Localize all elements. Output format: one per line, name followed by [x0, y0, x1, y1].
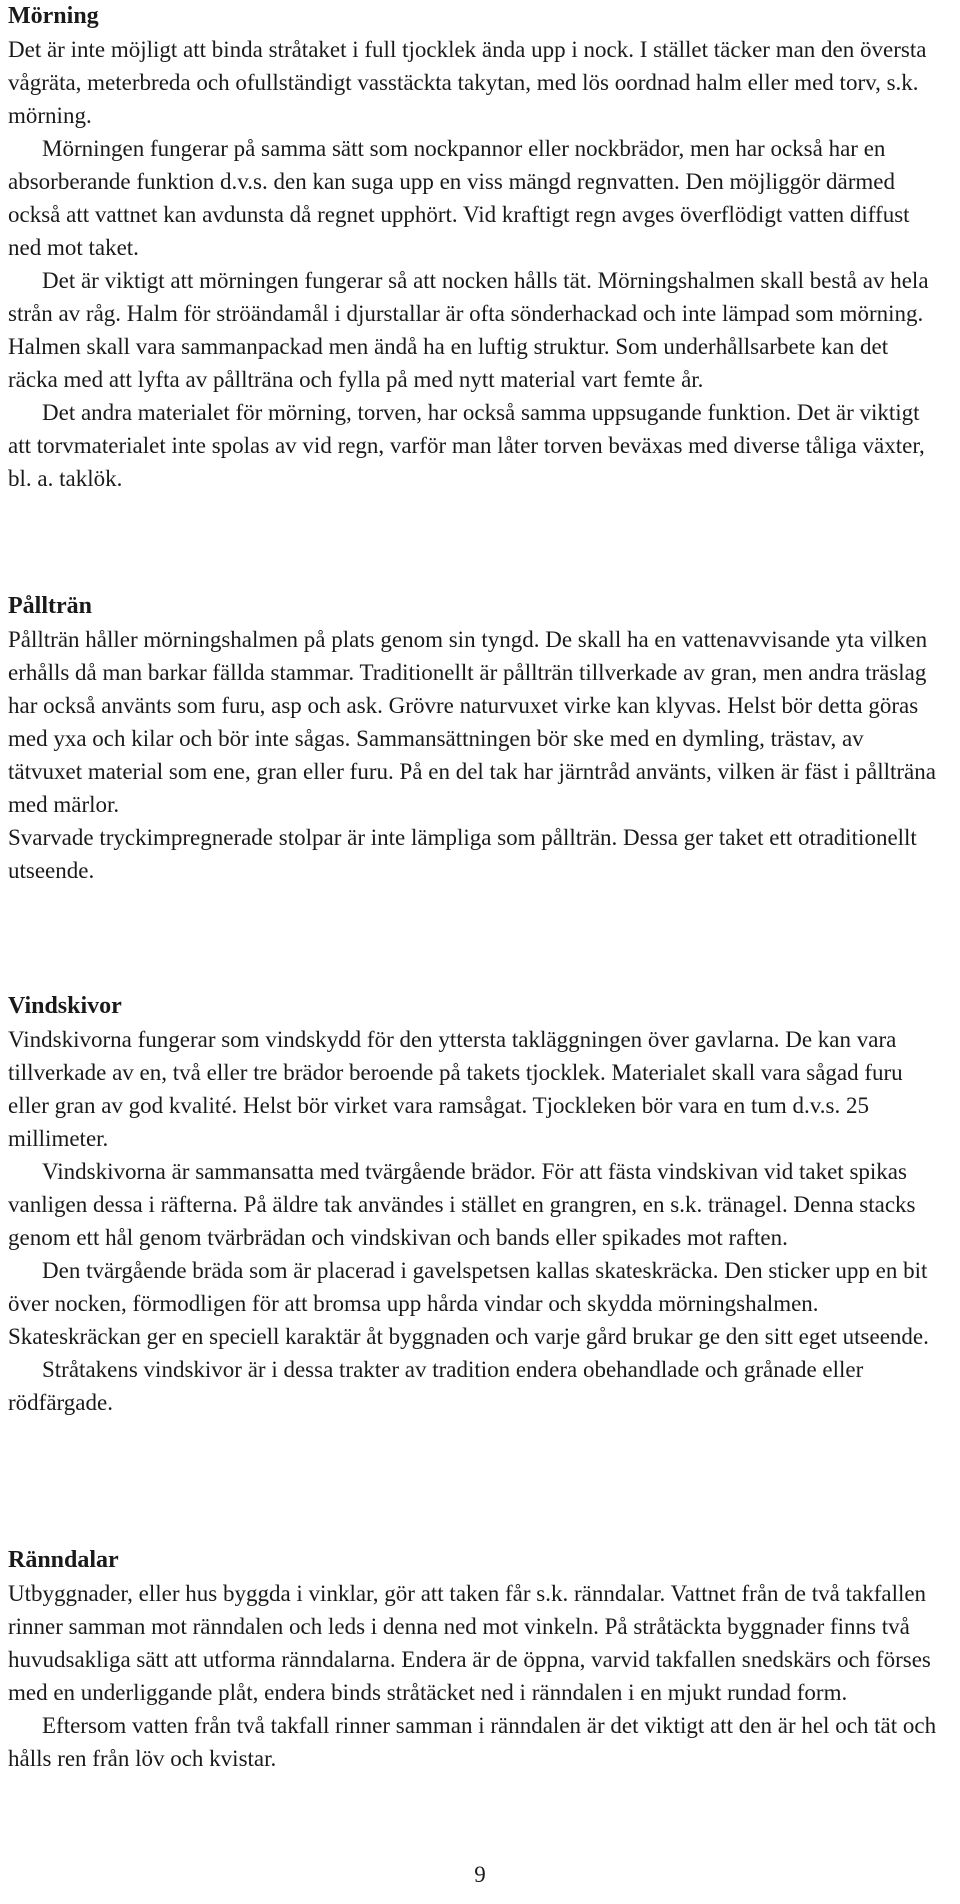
- paragraph: Stråtakens vindskivor är i dessa trakter av tradition endera obehandlade och grånade eller rödfärgade.: [8, 1357, 864, 1415]
- paragraph: Mörningen fungerar på samma sätt som nockpannor eller nockbrädor, men har också har en absorberande funktion d.v.s. den kan suga upp en viss mängd regnvatten. Den möjliggör därmed också att vattnet kan avdunsta då regnet upphört. Vid kraftigt regn avges överflödigt vatten diffust ned mot taket.: [8, 136, 910, 260]
- page-number: 9: [474, 1862, 486, 1887]
- section-heading: Ränndalar: [8, 1547, 119, 1573]
- section-heading: Pållträn: [8, 593, 92, 619]
- paragraph: Vindskivorna är sammansatta med tvärgående brädor. För att fästa vindskivan vid taket spikas vanligen dessa i räfterna. På äldre tak användes i stället en grangren, en s.k. tränagel. Denna stacks genom ett hål genom tvärbrädan och vindskivan och bands eller spikades mot raften.: [8, 1159, 916, 1250]
- paragraph: Eftersom vatten från två takfall rinner samman i ränndalen är det viktigt att den är hel och tät och hålls ren från löv och kvistar.: [8, 1713, 937, 1771]
- paragraph: Det är inte möjligt att binda stråtaket i full tjocklek ända upp i nock. I stället täcker man den översta vågräta, meterbreda och ofullständigt vasstäckta takytan, med lös oordnad halm eller med torv, s.k. mörning.: [8, 37, 927, 128]
- paragraph: Den tvärgående bräda som är placerad i gavelspetsen kallas skateskräcka. Den sticker upp en bit över nocken, förmodligen för att bromsa upp hårda vindar och skydda mörningshalmen. Skateskräckan ger en speciell karaktär åt byggnaden och varje gård brukar ge den sitt eget utseende.: [8, 1258, 929, 1349]
- section-ranndalar: [8, 1544, 943, 1775]
- paragraph: Det är viktigt att mörningen fungerar så att nocken hålls tät. Mörningshalmen skall bestå av hela strån av råg. Halm för ströändamål i djurstallar är ofta sönderhackad och inte lämpad som mörning. Halmen skall vara sammanpackad men ändå ha en luftig struktur. Som underhållsarbete kan det räcka med att lyfta av pållträna och fylla på med nytt material vart femte år.: [8, 268, 929, 392]
- paragraph: Vindskivorna fungerar som vindskydd för den yttersta takläggningen över gavlarna. De kan vara tillverkade av en, två eller tre brädor beroende på takets tjocklek. Materialet skall vara sågad furu eller gran av god kvalité. Helst bör virket vara ramsågat. Tjockleken bör vara en tum d.v.s. 25 millimeter.: [8, 1027, 903, 1151]
- section-heading: Vindskivor: [8, 993, 122, 1019]
- section-vindskivor: [8, 990, 943, 1419]
- section-palltran: [8, 590, 943, 887]
- paragraph: Utbyggnader, eller hus byggda i vinklar, gör att taken får s.k. ränndalar. Vattnet från de två takfallen rinner samman mot ränndalen och leds i denna ned mot vinkeln. På stråtäckta byggnader finns två huvudsakliga sätt att utforma ränndalarna. Endera är de öppna, varvid takfallen snedskärs och förses med en underliggande plåt, endera binds stråtäcket ned i ränndalen i en mjukt rundad form.: [8, 1581, 931, 1705]
- section-morning: [8, 0, 943, 495]
- paragraph: Svarvade tryckimpregnerade stolpar är inte lämpliga som pållträn. Dessa ger taket ett otraditionellt utseende.: [8, 825, 917, 883]
- paragraph: Det andra materialet för mörning, torven, har också samma uppsugande funktion. Det är viktigt att torvmaterialet inte spolas av vid regn, varför man låter torven beväxas med diverse tåliga växter, bl. a. taklök.: [8, 400, 925, 491]
- paragraph: Pållträn håller mörningshalmen på plats genom sin tyngd. De skall ha en vattenavvisande yta vilken erhålls då man barkar fällda stammar. Traditionellt är pållträn tillverkade av gran, men andra träslag har också använts som furu, asp och ask. Grövre naturvuxet virke kan klyvas. Helst bör detta göras med yxa och kilar och bör inte sågas. Sammansättningen bör ske med en dymling, trästav, av tätvuxet material som ene, gran eller furu. På en del tak har järntråd använts, vilken är fäst i pållträna med märlor.: [8, 627, 936, 817]
- section-heading: Mörning: [8, 3, 99, 29]
